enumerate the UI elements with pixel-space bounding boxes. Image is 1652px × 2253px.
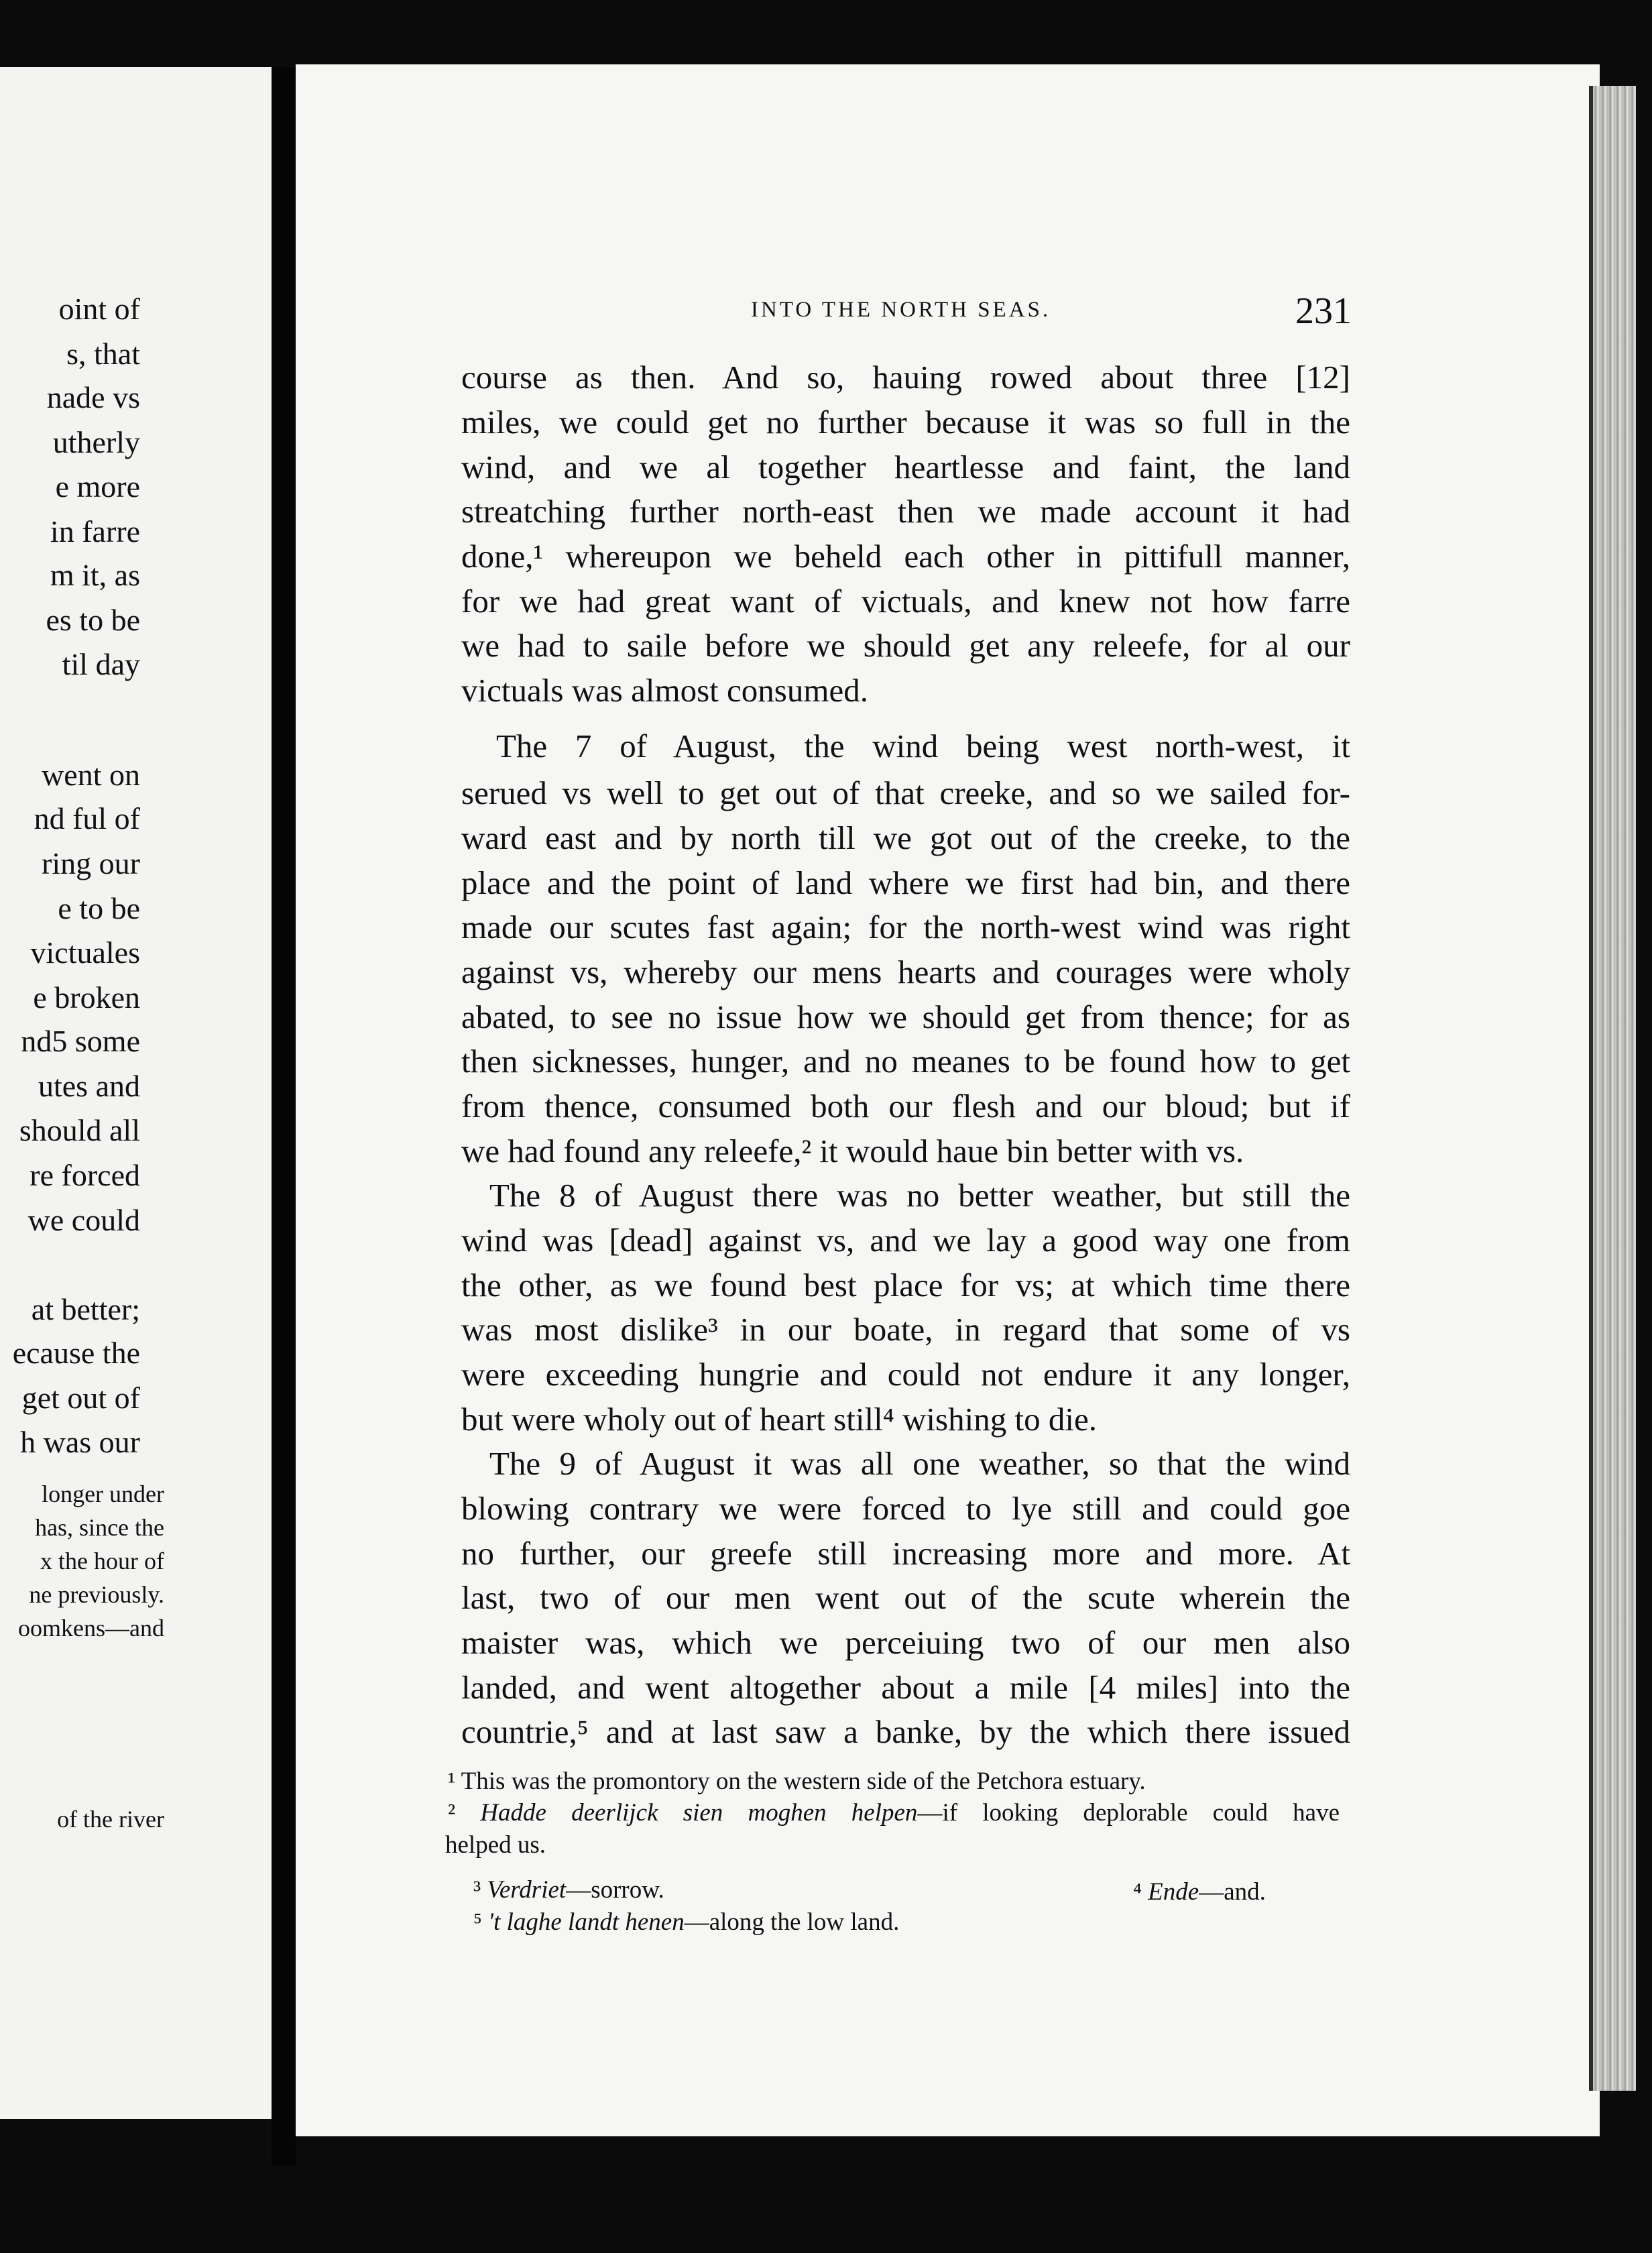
body-line: abated, to see no issue how we should get from thence; for as [461,998,1350,1035]
body-line: serued vs well to get out of that creeke, and so we sailed for- [461,774,1350,811]
footnote-5-dutch: 't laghe landt henen [488,1908,685,1936]
body-line: wind was [dead] against vs, and we lay a good way one from [461,1222,1350,1259]
footnote-2-gloss: —if looking deplorable could have [917,1799,1340,1827]
body-line: the other, as we found best place for vs; at which time there [461,1267,1350,1304]
left-page-footnote-line: of the river [57,1806,164,1833]
footnote-2 [448,1800,1340,1825]
body-line: for we had great want of victuals, and knew not how farre [461,583,1350,620]
body-line: no further, our greefe still increasing more and more. At [461,1535,1350,1572]
left-page-line: victuales [30,935,140,970]
footnote-5 [473,1910,899,1934]
footnote-2-number: ² [448,1799,456,1827]
body-line: victuals was almost consumed. [461,672,868,709]
footnote-4-gloss: —and. [1199,1878,1266,1906]
left-page-line: nd5 some [21,1024,140,1058]
left-page-footnote-line: x the hour of [40,1548,164,1574]
left-page-line: we could [27,1203,140,1237]
left-page-line: oint of [58,292,140,326]
footnote-3-number: ³ [473,1876,481,1904]
left-page-line: utherly [52,425,140,459]
running-title: INTO THE NORTH SEAS. [751,298,1051,322]
left-page-footnote-line: ne previously. [29,1581,164,1608]
page-edges [1593,86,1636,2091]
body-line: against vs, whereby our mens hearts and courages were wholy [461,954,1350,990]
body-line: from thence, consumed both our flesh and our bloud; but if [461,1088,1350,1124]
footnote-5-number: ⁵ [473,1908,482,1936]
footnote-4-number: ⁴ [1133,1878,1142,1906]
left-page-line: in farre [50,514,140,548]
footnote-2-continued: helped us. [445,1831,546,1859]
footnote-1: ¹ This was the promontory on the western side of the Petchora estuary. [448,1768,1146,1795]
left-page-line: e more [55,469,140,504]
left-page-line: ring our [42,846,140,880]
footnote-3 [473,1877,664,1902]
left-page-line: e broken [33,980,140,1015]
body-line: place and the point of land where we first had bin, and there [461,864,1350,901]
left-page [0,67,272,2119]
footnote-3-dutch: Verdriet [487,1876,567,1904]
left-page-line: should all [19,1113,140,1147]
footnote-4-dutch: Ende [1148,1878,1199,1906]
left-page-line: s, that [66,337,140,371]
body-line: but were wholy out of heart still⁴ wishing to die. [461,1401,1097,1438]
left-page-line: m it, as [50,558,140,592]
footnote-3-gloss: —sorrow. [566,1876,664,1904]
body-line: miles, we could get no further because it was so full in the [461,404,1350,441]
left-page-footnote-line: has, since the [35,1514,164,1541]
left-page-line: ecause the [12,1336,140,1370]
left-page-line: til day [62,647,140,681]
footnote-4 [1133,1877,1266,1906]
left-page-line: e to be [58,891,140,925]
body-line: made our scutes fast again; for the north-west wind was right [461,909,1350,945]
left-page-line: nd ful of [34,801,140,835]
body-line: done,¹ whereupon we beheld each other in pittifull manner, [461,538,1350,575]
left-page-line: went on [42,758,140,792]
left-page-line: re forced [30,1158,140,1192]
body-line: The 7 of August, the wind being west north-west, it [496,728,1350,764]
left-page-line: at better; [31,1292,140,1326]
body-line: was most dislike³ in our boate, in regard that some of vs [461,1311,1350,1348]
body-line: streatching further north-east then we made account it had [461,493,1350,530]
body-line: wind, and we al together heartlesse and faint, the land [461,449,1350,485]
body-line: were exceeding hungrie and could not endure it any longer, [461,1356,1350,1393]
left-page-line: get out of [21,1381,140,1415]
body-line: blowing contrary we were forced to lye still and could goe [461,1490,1350,1527]
page-number: 231 [1295,290,1352,332]
left-page-footnote-line: oomkens—and [18,1615,164,1641]
left-page-line: nade vs [46,380,140,414]
body-line: ward east and by north till we got out of the creeke, to the [461,819,1350,856]
left-page-footnote-line: longer under [42,1481,164,1507]
body-line: course as then. And so, hauing rowed about three [12] [461,359,1350,396]
body-line: we had to saile before we should get any releefe, for al our [461,627,1350,664]
left-page-line: es to be [46,603,140,637]
body-line: then sicknesses, hunger, and no meanes to be found how to get [461,1043,1350,1080]
left-page-line: h was our [20,1425,140,1459]
body-line: The 8 of August there was no better weather, but still the [489,1177,1350,1214]
body-line: maister was, which we perceiuing two of our men also [461,1624,1350,1661]
body-line: countrie,⁵ and at last saw a banke, by the which there issued [461,1713,1350,1750]
body-line: we had found any releefe,² it would haue bin better with vs. [461,1133,1244,1169]
footnote-5-gloss: —along the low land. [684,1908,900,1936]
book-gutter [272,67,296,2166]
body-line: last, two of our men went out of the scute wherein the [461,1579,1350,1616]
footnote-2-dutch: Hadde deerlijck sien moghen helpen [480,1799,918,1827]
body-line: landed, and went altogether about a mile [4 miles] into the [461,1669,1350,1706]
body-line: The 9 of August it was all one weather, so that the wind [489,1445,1350,1482]
left-page-line: utes and [38,1069,140,1103]
